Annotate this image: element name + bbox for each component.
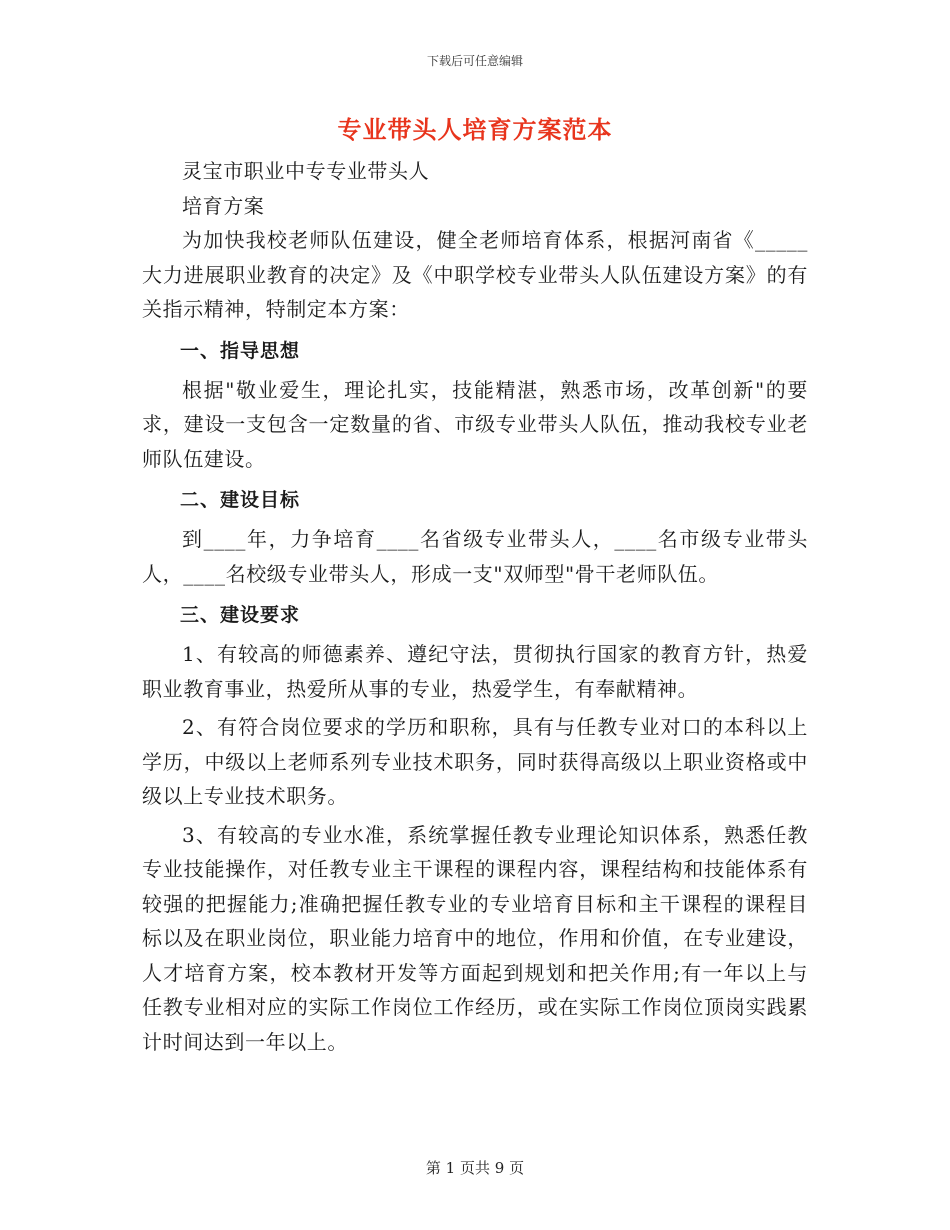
requirement-1-paragraph: 1、有较高的师德素养、遵纪守法，贯彻执行国家的教育方针，热爱职业教育事业，热爱所从事的专业，热爱学生，有奉献精神。: [142, 642, 808, 701]
requirement-2-paragraph: 2、有符合岗位要求的学历和职称，具有与任教专业对口的本科以上学历，中级以上老师系列专业技术职务，同时获得高级以上职业资格或中级以上专业技术职务。: [142, 715, 808, 808]
section-2-paragraph: 到____年，力争培育____名省级专业带头人，____名市级专业带头人，____名校级专业带头人，形成一支"双师型"骨干老师队伍。: [142, 527, 808, 586]
page-header: 下载后可任意编辑: [426, 54, 523, 68]
intro-paragraph: 为加快我校老师队伍建设，健全老师培育体系，根据河南省《_____大力进展职业教育的决定》及《中职学校专业带头人队伍建设方案》的有关指示精神，特制定本方案：: [142, 228, 808, 321]
section-heading-guiding-ideology: 一、指导思想: [180, 339, 301, 362]
document-title: 专业带头人培育方案范本: [337, 115, 613, 144]
section-heading-construction-requirements: 三、建设要求: [180, 604, 301, 626]
requirement-3-paragraph: 3、有较高的专业水准，系统掌握任教专业理论知识体系，熟悉任教专业技能操作，对任教专业主干课程的课程内容，课程结构和技能体系有较强的把握能力;准确把握任教专业的专业培育目标和主干课程的课程目标以及在职业岗位，职业能力培育中的地位，作用和价值，在专业建设，人才培育方案，校本教材开发等方面起到规划和把关作用;有一年以上与任教专业相对应的实际工作岗位工作经历，或在实际工作岗位顶岗实践累计时间达到一年以上。: [142, 822, 808, 1054]
page-footer: 第 1 页共 9 页: [425, 1159, 525, 1177]
section-heading-construction-goals: 二、建设目标: [180, 489, 301, 511]
document-body: [142, 112, 808, 1059]
subtitle-line-1: 灵宝市职业中专专业带头人: [182, 159, 430, 183]
subtitle-line-2: 培育方案: [182, 193, 265, 218]
section-1-paragraph: 根据"敬业爱生，理论扎实，技能精湛，熟悉市场，改革创新"的要求，建设一支包含一定数量的省、市级专业带头人队伍，推动我校专业老师队伍建设。: [142, 377, 808, 471]
